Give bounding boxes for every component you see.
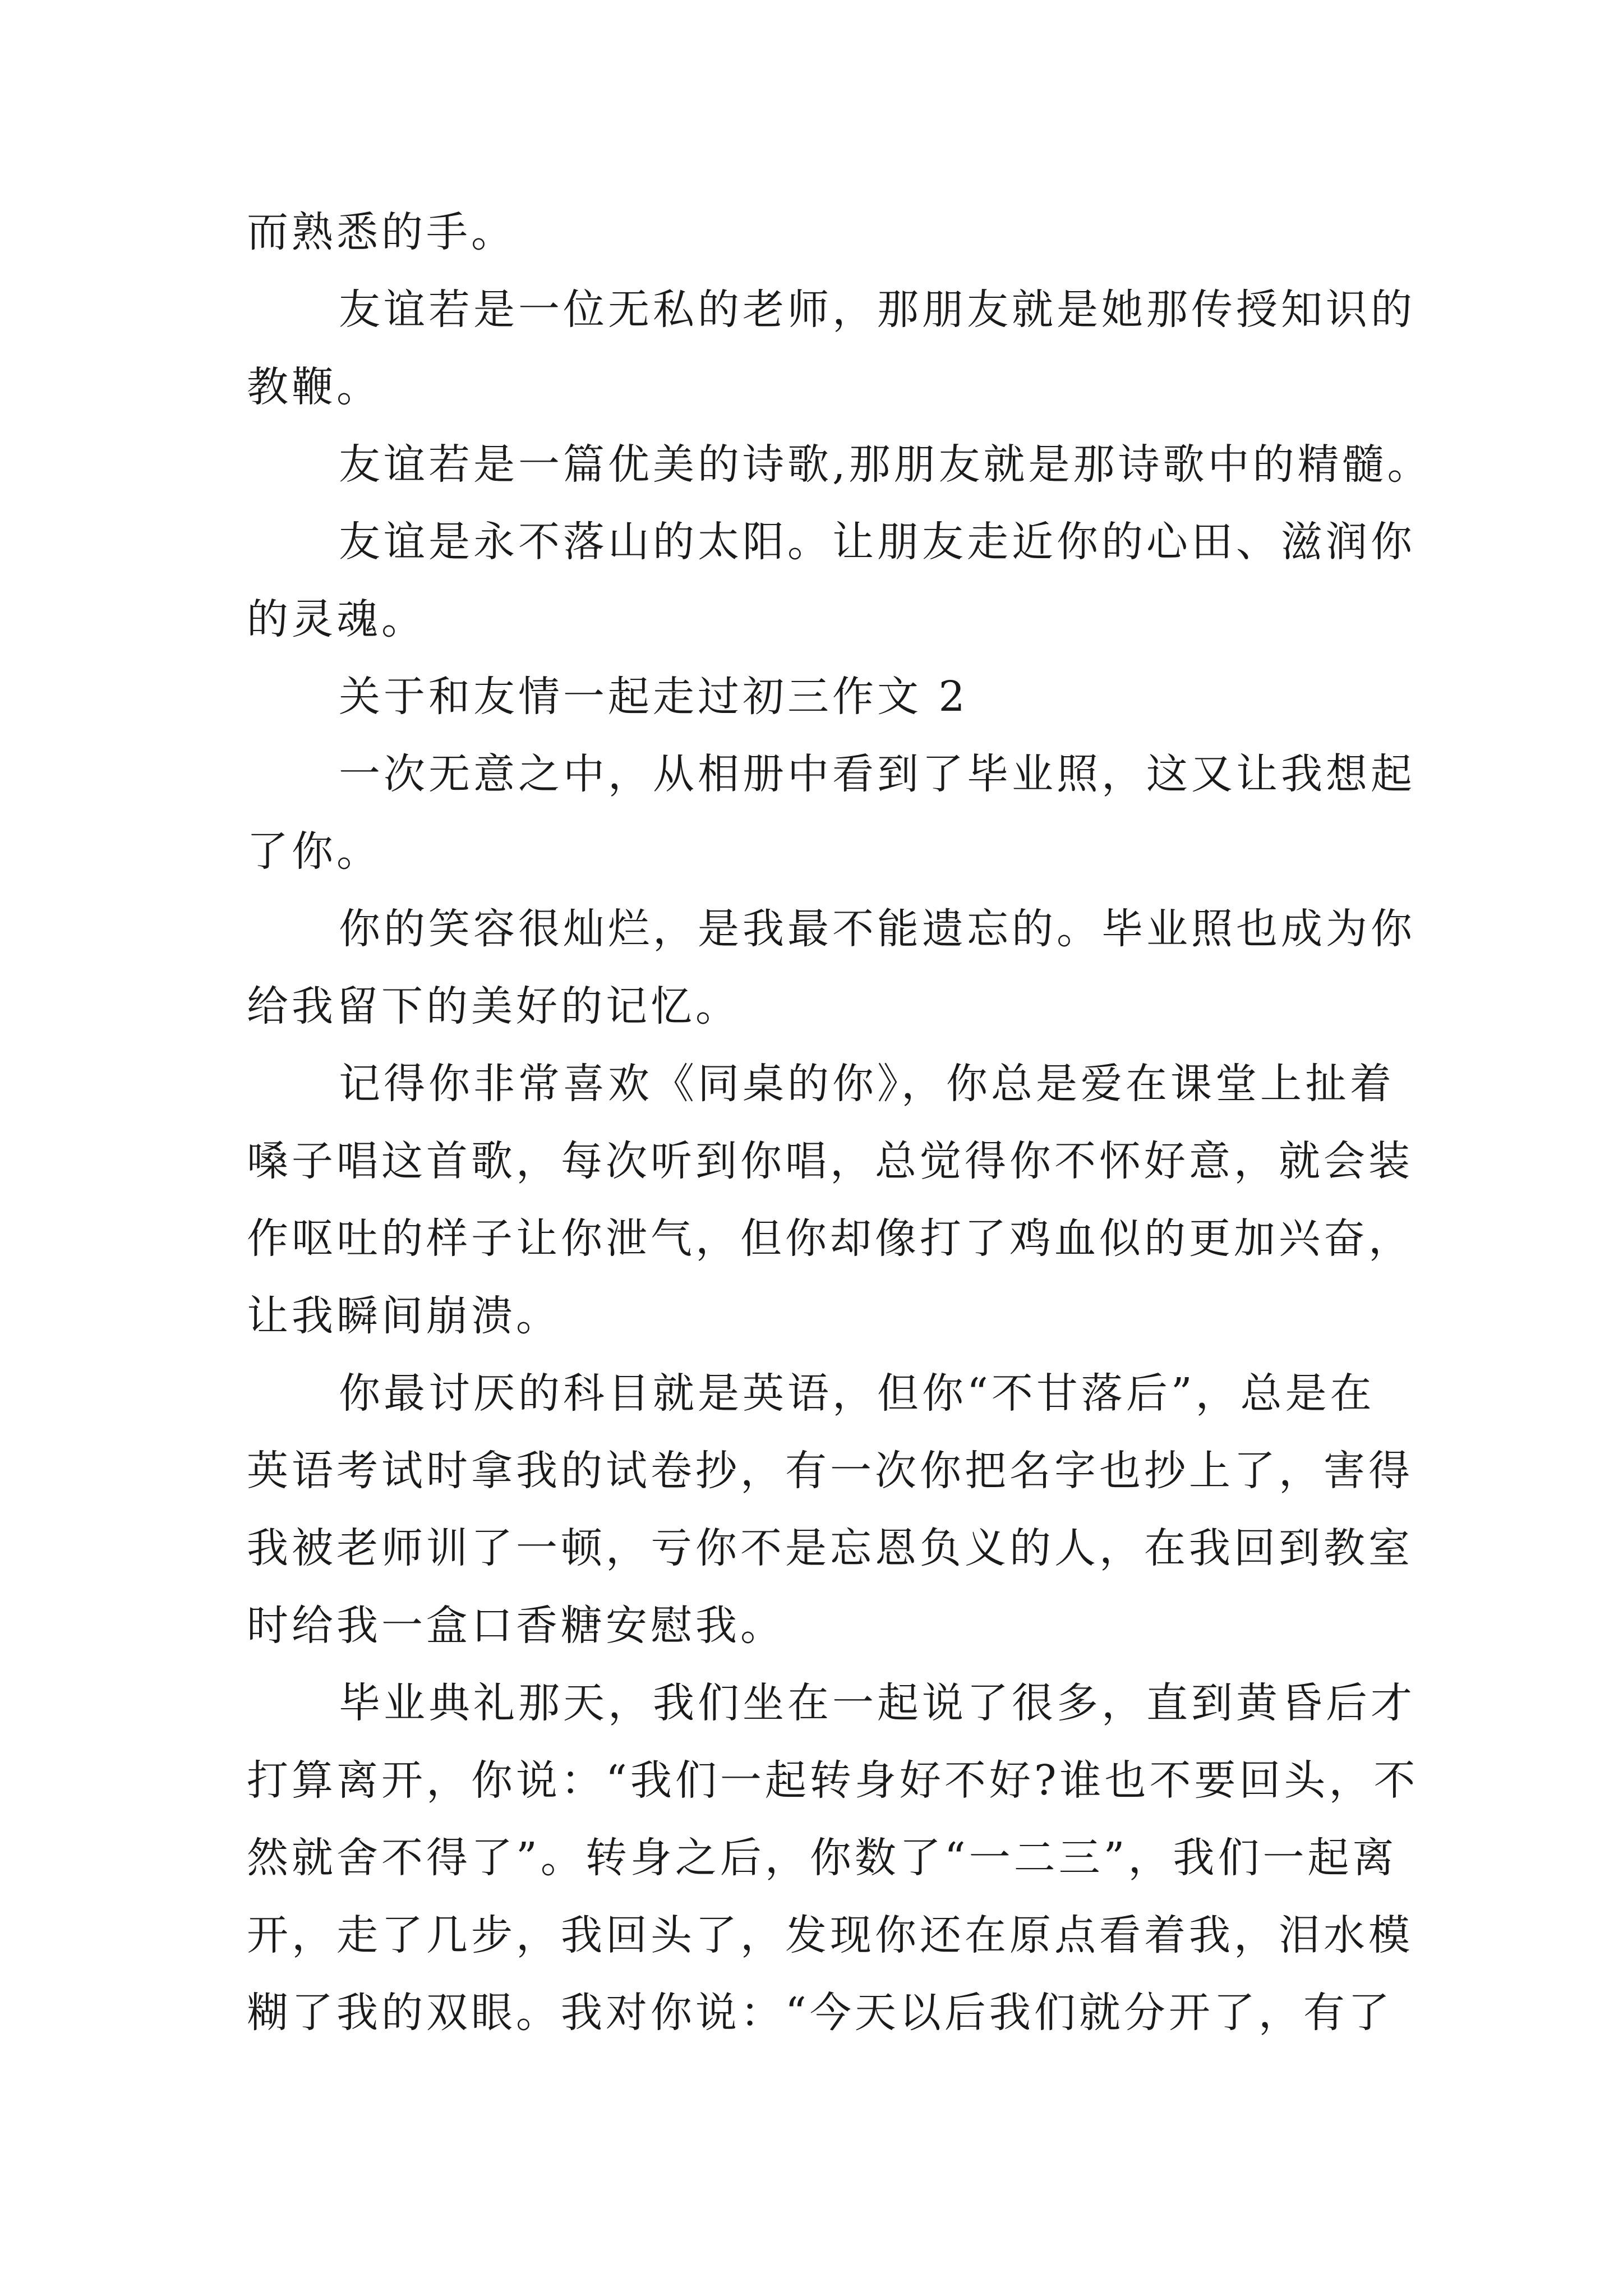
text-line: 让我瞬间崩溃。 xyxy=(247,1292,561,1340)
text-line: 毕业典礼那天，我们坐在一起说了很多，直到黄昏后才 xyxy=(339,1679,1415,1727)
text-line: 你的笑容很灿烂，是我最不能遗忘的。毕业照也成为你 xyxy=(339,905,1415,953)
text-line: 时给我一盒口香糖安慰我。 xyxy=(247,1602,785,1650)
text-line: 英语考试时拿我的试卷抄，有一次你把名字也抄上了，害得 xyxy=(247,1447,1413,1495)
text-line: 了你。 xyxy=(247,827,381,876)
text-line: 友谊若是一位无私的老师，那朋友就是她那传授知识的 xyxy=(339,286,1415,334)
text-line: 然就舍不得了”。转身之后，你数了“一二三”，我们一起离 xyxy=(247,1834,1398,1882)
text-line: 一次无意之中，从相册中看到了毕业照，这又让我想起 xyxy=(339,750,1415,798)
text-line: 嗓子唱这首歌，每次听到你唱，总觉得你不怀好意，就会装 xyxy=(247,1137,1413,1185)
text-line: 你最讨厌的科目就是英语，但你“不甘落后”，总是在 xyxy=(339,1369,1375,1418)
text-line: 友谊若是一篇优美的诗歌,那朋友就是那诗歌中的精髓。 xyxy=(339,440,1432,489)
text-line: 而熟悉的手。 xyxy=(247,208,516,256)
essay-body xyxy=(247,194,1432,2051)
text-line: 给我留下的美好的记忆。 xyxy=(247,982,740,1030)
text-line: 糊了我的双眼。我对你说：“今天以后我们就分开了，有了 xyxy=(247,1989,1393,2037)
text-line: 友谊是永不落山的太阳。让朋友走近你的心田、滋润你 xyxy=(339,518,1415,566)
text-line: 关于和友情一起走过初三作文 2 xyxy=(339,673,969,721)
text-line: 开，走了几步，我回头了，发现你还在原点看着我，泪水模 xyxy=(247,1911,1413,1959)
text-line: 教鞭。 xyxy=(247,363,381,411)
text-line: 记得你非常喜欢《同桌的你》，你总是爱在课堂上扯着 xyxy=(339,1060,1395,1108)
text-line: 打算离开，你说：“我们一起转身好不好?谁也不要回头，不 xyxy=(247,1756,1419,1805)
text-line: 作呕吐的样子让你泄气，但你却像打了鸡血似的更加兴奋， xyxy=(247,1214,1413,1263)
text-line: 的灵魂。 xyxy=(247,595,426,643)
text-line: 我被老师训了一顿，亏你不是忘恩负义的人，在我回到教室 xyxy=(247,1524,1413,1572)
